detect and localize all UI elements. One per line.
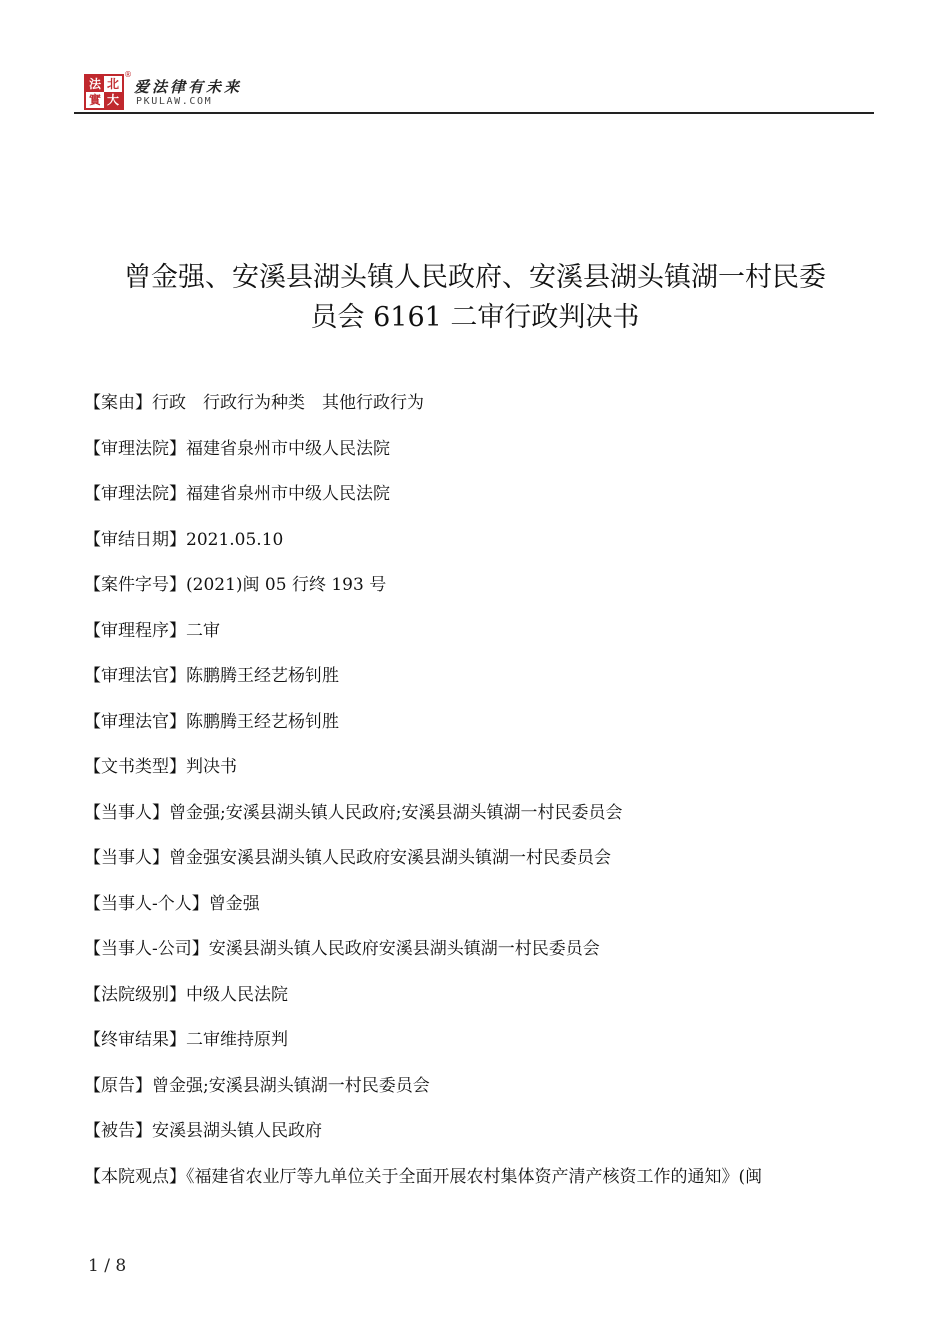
field-value: 《福建省农业厅等九单位关于全面开展农村集体资产清产核资工作的通知》(闽 bbox=[186, 1166, 763, 1187]
field-row bbox=[84, 1164, 874, 1210]
field-label: 【当事人-个人】 bbox=[84, 893, 209, 914]
field-value: 曾金强;安溪县湖头镇人民政府;安溪县湖头镇湖一村民委员会 bbox=[169, 802, 623, 823]
field-label: 【法院级别】 bbox=[84, 984, 186, 1005]
field-value: 曾金强安溪县湖头镇人民政府安溪县湖头镇湖一村民委员会 bbox=[169, 848, 611, 868]
field-value: 福建省泉州市中级人民法院 bbox=[186, 438, 390, 459]
field-value: 2021.05.10 bbox=[186, 529, 284, 550]
field-row bbox=[84, 481, 874, 527]
field-label: 【审结日期】 bbox=[84, 529, 186, 550]
logo-char: 法 bbox=[86, 76, 104, 92]
field-row bbox=[84, 709, 874, 755]
field-row bbox=[84, 618, 874, 664]
document-title bbox=[80, 258, 870, 338]
field-row bbox=[84, 663, 874, 709]
field-value: 陈鹏腾王经艺杨钊胜 bbox=[186, 711, 339, 732]
field-label: 【被告】 bbox=[84, 1121, 152, 1141]
field-row bbox=[84, 1073, 874, 1119]
field-row bbox=[84, 754, 874, 800]
logo-site: PKULAW.COM bbox=[136, 96, 213, 107]
field-label: 【案件字号】 bbox=[84, 575, 186, 595]
field-label: 【审理法院】 bbox=[84, 484, 186, 504]
registered-mark: ® bbox=[124, 70, 132, 79]
field-label: 【案由】 bbox=[84, 393, 152, 413]
metadata-fields bbox=[84, 390, 874, 1209]
field-value: 福建省泉州市中级人民法院 bbox=[186, 484, 390, 504]
field-value: 曾金强;安溪县湖头镇湖一村民委员会 bbox=[152, 1075, 430, 1096]
field-row bbox=[84, 800, 874, 846]
field-row bbox=[84, 1118, 874, 1164]
field-label: 【当事人】 bbox=[84, 848, 169, 868]
field-label: 【本院观点】 bbox=[84, 1166, 186, 1187]
field-value: 行政 行政行为种类 其他行政行为 bbox=[152, 393, 424, 413]
field-label: 【审理法院】 bbox=[84, 438, 186, 459]
field-label: 【当事人】 bbox=[84, 802, 169, 823]
field-row bbox=[84, 527, 874, 573]
page-header bbox=[84, 70, 884, 114]
field-row bbox=[84, 1027, 874, 1073]
logo-char: 實 bbox=[86, 92, 104, 108]
logo-char: 大 bbox=[104, 92, 122, 108]
field-label: 【文书类型】 bbox=[84, 757, 186, 777]
field-value: 安溪县湖头镇人民政府 bbox=[152, 1121, 322, 1141]
field-value: 二审维持原判 bbox=[186, 1030, 288, 1050]
field-value: 判决书 bbox=[186, 757, 237, 777]
field-row bbox=[84, 390, 874, 436]
page-indicator: 1 / 8 bbox=[88, 1256, 127, 1276]
logo-slogan: 爱法律有未来 bbox=[134, 78, 243, 96]
field-value: (2021)闽 05 行终 193 号 bbox=[186, 575, 387, 595]
field-label: 【审理程序】 bbox=[84, 620, 186, 641]
field-row bbox=[84, 891, 874, 937]
field-row bbox=[84, 845, 874, 891]
field-row bbox=[84, 436, 874, 482]
field-label: 【审理法官】 bbox=[84, 666, 186, 686]
field-value: 曾金强 bbox=[208, 893, 260, 914]
field-value: 陈鹏腾王经艺杨钊胜 bbox=[186, 666, 339, 686]
field-value: 二审 bbox=[186, 620, 220, 641]
title-line: 员会 6161 二审行政判决书 bbox=[310, 302, 640, 333]
field-value: 中级人民法院 bbox=[186, 984, 288, 1005]
pkulaw-logo-seal bbox=[84, 74, 124, 110]
field-value: 安溪县湖头镇人民政府安溪县湖头镇湖一村民委员会 bbox=[208, 939, 600, 959]
field-label: 【原告】 bbox=[84, 1075, 152, 1096]
field-row bbox=[84, 572, 874, 618]
logo-char: 北 bbox=[104, 76, 122, 92]
title-line: 曾金强、安溪县湖头镇人民政府、安溪县湖头镇湖一村民委 bbox=[124, 262, 826, 293]
field-label: 【审理法官】 bbox=[84, 711, 186, 732]
field-label: 【终审结果】 bbox=[84, 1030, 186, 1050]
field-row bbox=[84, 936, 874, 982]
field-row bbox=[84, 982, 874, 1028]
header-rule bbox=[74, 112, 874, 114]
field-label: 【当事人-公司】 bbox=[84, 939, 209, 959]
